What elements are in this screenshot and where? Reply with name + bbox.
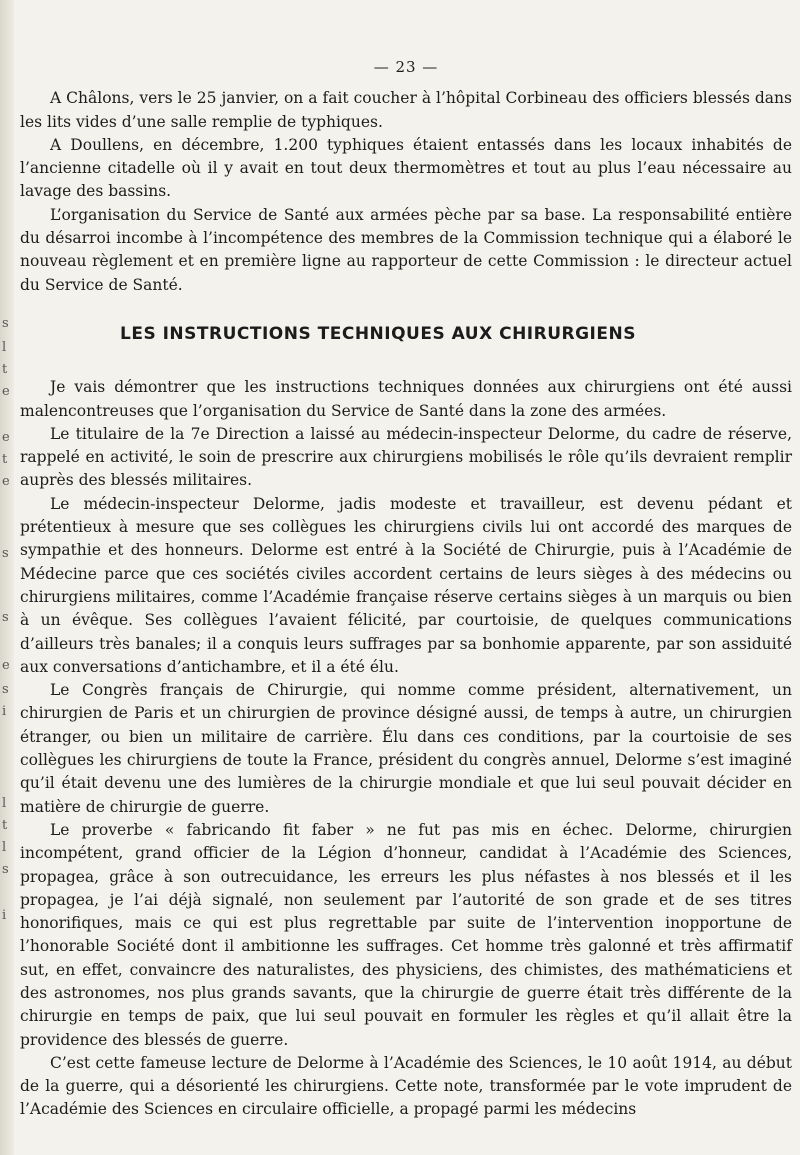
paragraph: Je vais démontrer que les instructions techniques données aux chirurgiens ont été aussi malencontreuses que l’organisation du Service de Santé dans la zone des armées. [20, 378, 792, 420]
margin-fragment: t [2, 362, 8, 377]
margin-fragment: s [2, 682, 9, 697]
margin-fragment: t [2, 818, 8, 833]
margin-fragment: s [2, 316, 9, 331]
margin-fragment: e [2, 474, 10, 489]
margin-fragment: l [2, 840, 7, 855]
paragraph: Le Congrès français de Chirurgie, qui nomme comme président, alternativement, un chirurgien de Paris et un chirurgien de province désigné aussi, de temps à autre, un chirurgien étranger, ou bien un militaire de carrière. Élu dans ces conditions, par la courtoisie de ses collègues les chirurgiens de toute la France, président du congrès annuel, Delorme s’est imaginé qu’il était devenu une des lumières de la chirurgie mondiale et que lui seul pouvait décider en matière de chirurgie de guerre. [20, 681, 792, 816]
margin-fragment: i [2, 908, 7, 923]
paragraph: A Doullens, en décembre, 1.200 typhiques étaient entassés dans les locaux inhabités de l’ancienne citadelle où il y avait en tout deux thermomètres et tout au plus l’eau nécessaire au lavage des bassins. [20, 135, 792, 201]
paragraph: Le proverbe « fabricando fit faber » ne fut pas mis en échec. Delorme, chirurgien incompétent, grand officier de la Légion d’honneur, candidat à l’Académie des Sciences, propagea, grâce à son outrecuidance, les erreurs les plus néfastes à nos blessés et il les propagea, je l’ai déjà signalé, non seulement par l’autorité de son grade et de ses titres honorifiques, mais ce qui est plus regrettable par suite de l’intervention inopportune de l’honorable Société dont il ambitionne les suffrages. Cet homme très galonné et très affirmatif sut, en effet, convaincre des naturalistes, des physiciens, des chimistes, des mathématiciens et des astronomes, nos plus grands savants, que la chirurgie de guerre était très différente de la chirurgie en temps de paix, que lui seul pouvait en formuler les règles et qu’il allait être la providence des blessés de guerre. [20, 820, 792, 1049]
margin-fragment: e [2, 384, 10, 399]
margin-fragment: l [2, 796, 7, 811]
paragraph: A Châlons, vers le 25 janvier, on a fait coucher à l’hôpital Corbineau des officiers blessés dans les lits vides d’une salle remplie de typhiques. [20, 89, 792, 131]
margin-fragment: s [2, 862, 9, 877]
margin-fragment: s [2, 546, 9, 561]
document-page [20, 56, 792, 1122]
section-heading: LES INSTRUCTIONS TECHNIQUES AUX CHIRURGIENS [120, 323, 636, 344]
margin-fragment: t [2, 452, 8, 467]
margin-fragment: l [2, 340, 7, 355]
page-number: — 23 — [373, 58, 439, 76]
margin-fragment: e [2, 658, 10, 673]
paragraph: Le médecin-inspecteur Delorme, jadis modeste et travailleur, est devenu pédant et prétentieux à mesure que ses collègues les chirurgiens civils lui ont accordé des marques de sympathie et des honneurs. Delorme est entré à la Société de Chirurgie, puis à l’Académie de Médecine parce que ces sociétés civiles accordent certains de leurs sièges à des médecins ou chirurgiens militaires, comme l’Académie française réserve certains sièges à un marquis ou bien à un évêque. Ses collègues l’avaient félicité, par courtoisie, de quelques communications d’ailleurs très banales; il a conquis leurs suffrages par sa bonhomie apparente, par son assiduité aux conversations d’antichambre, et il a été élu. [20, 494, 792, 676]
paragraph: L’organisation du Service de Santé aux armées pèche par sa base. La responsabilité entière du désarroi incombe à l’incompétence des membres de la Commission technique qui a élaboré le nouveau règlement et en première ligne au rapporteur de cette Commission : le directeur actuel du Service de Santé. [20, 205, 792, 294]
margin-fragments [0, 0, 14, 1155]
margin-fragment: s [2, 610, 9, 625]
paragraph: Le titulaire de la 7e Direction a laissé au médecin-inspecteur Delorme, du cadre de réserve, rappelé en activité, le soin de prescrire aux chirurgiens mobilisés le rôle qu’ils devraient remplir auprès des blessés militaires. [20, 424, 792, 490]
paragraph: C’est cette fameuse lecture de Delorme à l’Académie des Sciences, le 10 août 1914, au début de la guerre, qui a désorienté les chirurgiens. Cette note, transformée par le vote imprudent de l’Académie des Sciences en circulaire officielle, a propagé parmi les médecins [20, 1053, 792, 1119]
margin-fragment: e [2, 430, 10, 445]
margin-fragment: i [2, 704, 7, 719]
